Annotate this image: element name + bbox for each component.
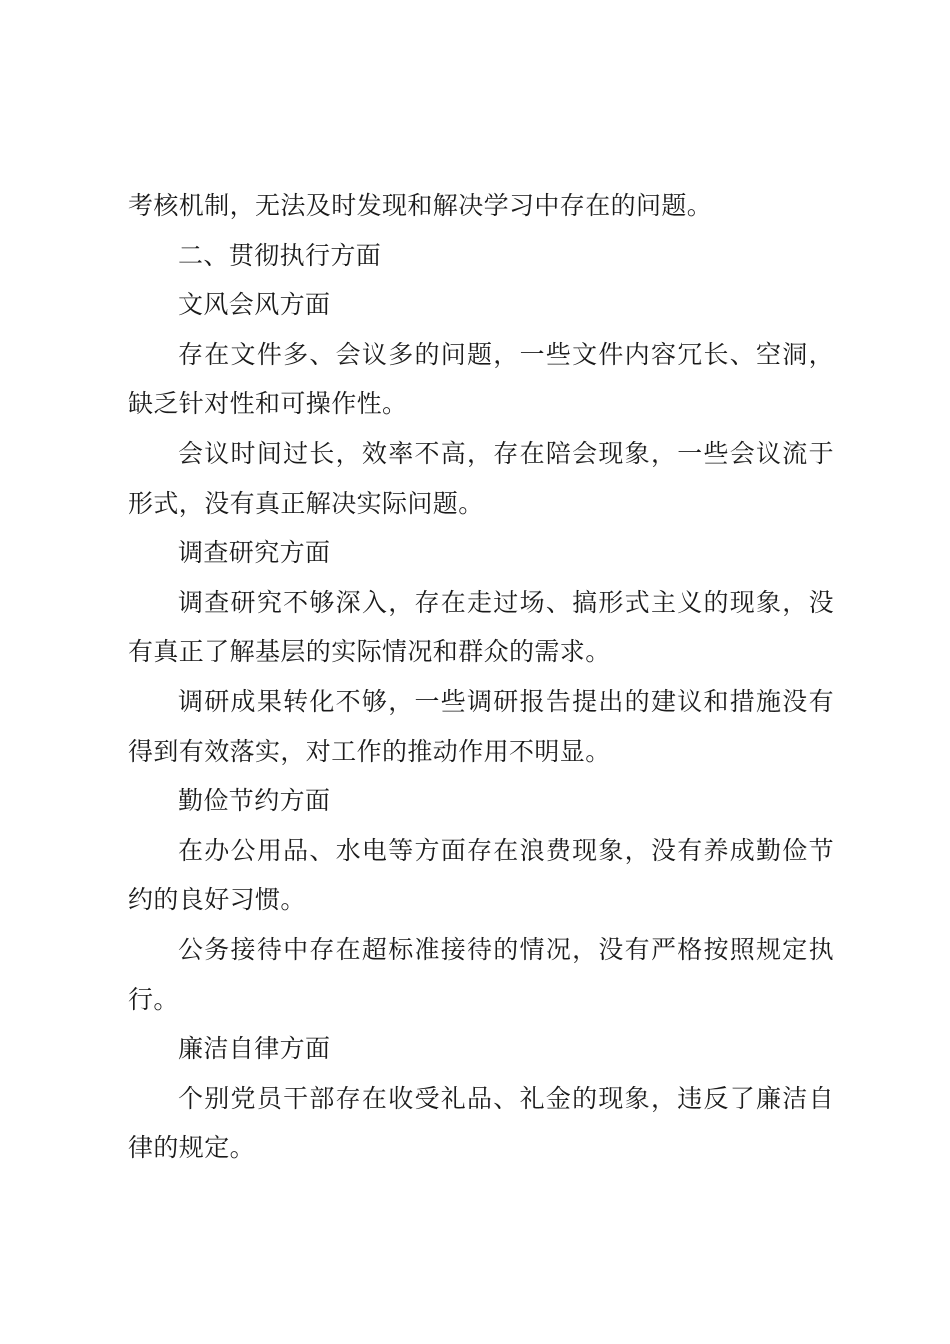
- body-paragraph: 会议时间过长，效率不高，存在陪会现象，一些会议流于形式，没有真正解决实际问题。: [128, 438, 834, 518]
- document-body: [128, 181, 834, 1173]
- body-paragraph: 个别党员干部存在收受礼品、礼金的现象，违反了廉洁自律的规定。: [128, 1083, 834, 1163]
- continuation-paragraph: 考核机制，无法及时发现和解决学习中存在的问题。: [128, 191, 713, 220]
- body-paragraph: 调研成果转化不够，一些调研报告提出的建议和措施没有得到有效落实，对工作的推动作用不明显。: [128, 686, 834, 766]
- subsection-heading: 廉洁自律方面: [178, 1034, 331, 1064]
- subsection-heading: 勤俭节约方面: [178, 786, 331, 816]
- body-paragraph: 调查研究不够深入，存在走过场、搞形式主义的现象，没有真正了解基层的实际情况和群众的需求。: [128, 587, 834, 667]
- subsection-heading: 文风会风方面: [178, 290, 331, 320]
- body-paragraph: 存在文件多、会议多的问题，一些文件内容冗长、空洞，缺乏针对性和可操作性。: [128, 339, 834, 419]
- body-paragraph: 在办公用品、水电等方面存在浪费现象，没有养成勤俭节约的良好习惯。: [128, 835, 834, 915]
- section-heading: 二、贯彻执行方面: [178, 240, 382, 270]
- body-paragraph: 公务接待中存在超标准接待的情况，没有严格按照规定执行。: [128, 934, 834, 1014]
- subsection-heading: 调查研究方面: [178, 538, 331, 568]
